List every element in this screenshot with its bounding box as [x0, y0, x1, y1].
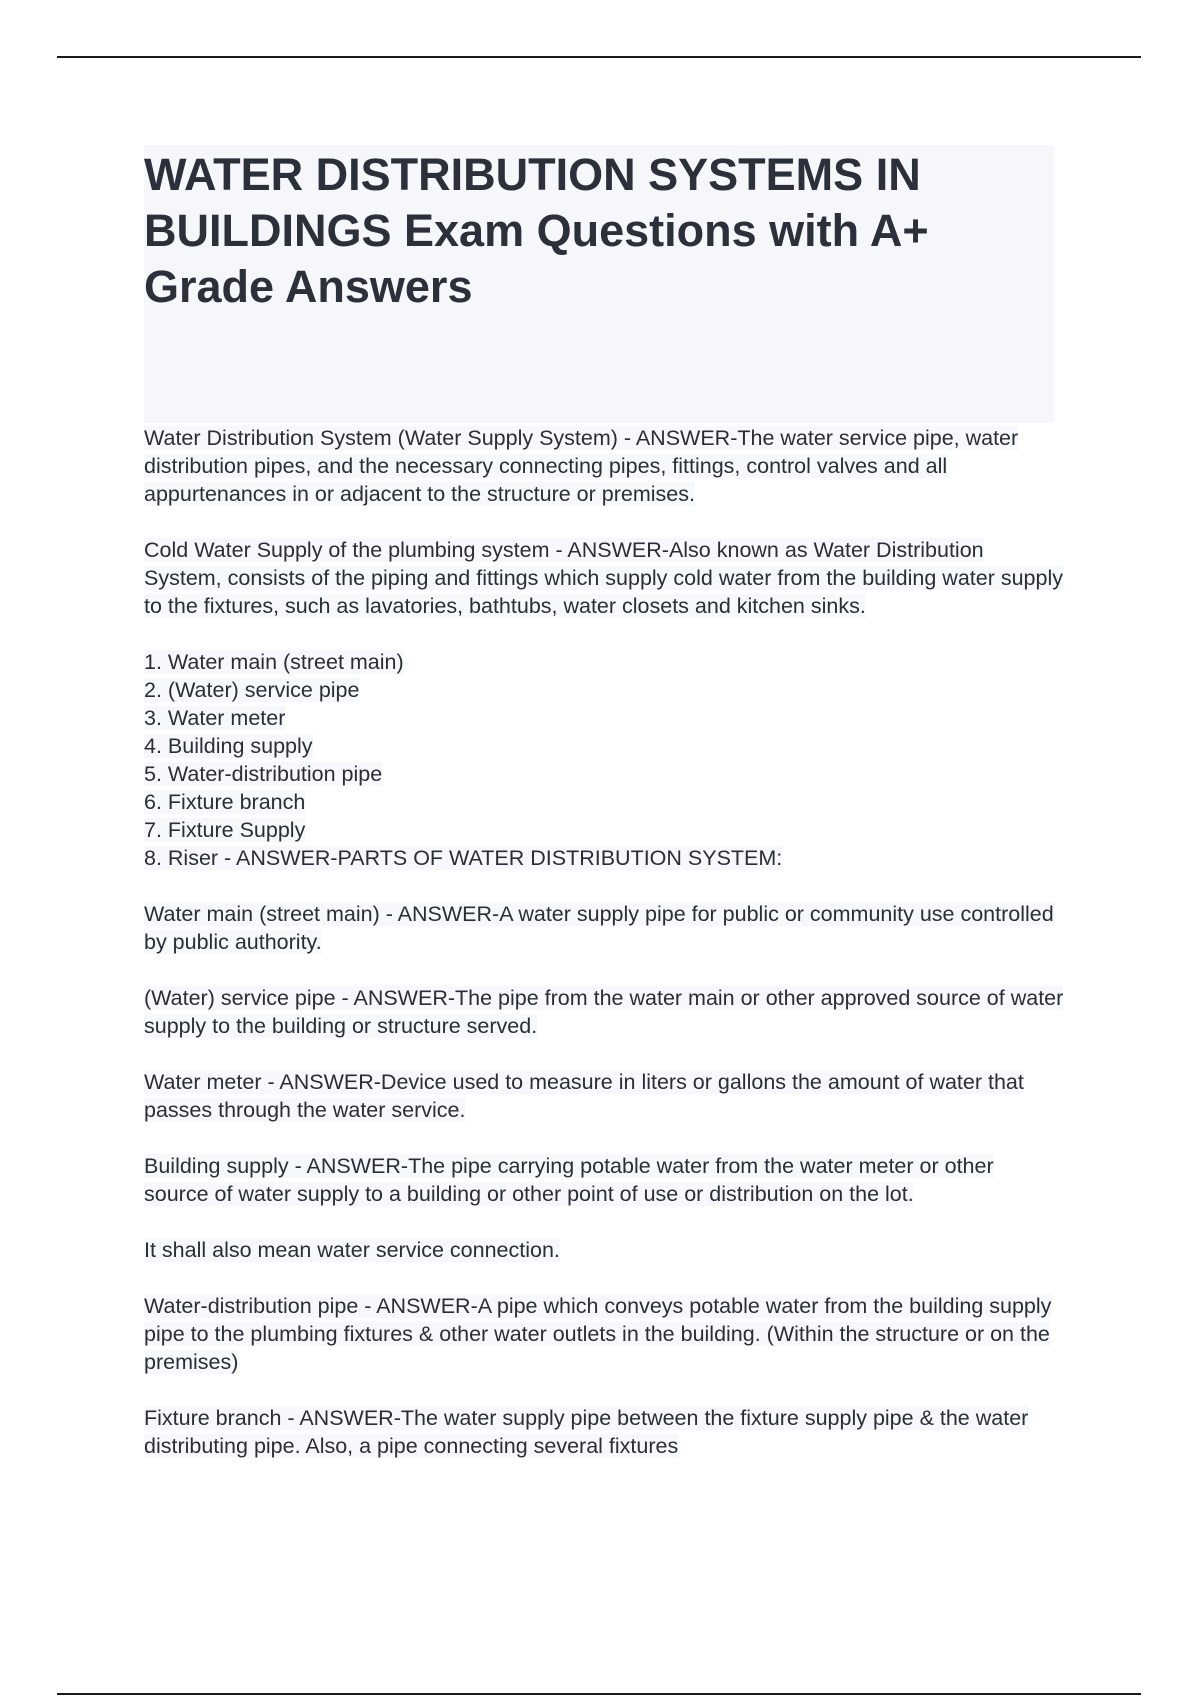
document-body	[144, 424, 1064, 1488]
list-item-text: 7. Fixture Supply	[144, 818, 306, 842]
qa-paragraph	[144, 1404, 1064, 1460]
list-item	[144, 676, 1064, 704]
list-item-text: 2. (Water) service pipe	[144, 678, 360, 702]
qa-text: It shall also mean water service connection.	[144, 1238, 560, 1262]
qa-text: Water Distribution System (Water Supply System) - ANSWER-The water service pipe, water distribution pipes, and the necessary connecting pipes, fittings, control valves and all appurtenances in or adjacent to the structure or premises.	[144, 426, 1019, 506]
list-item-text: 5. Water-distribution pipe	[144, 762, 383, 786]
list-item-text: 4. Building supply	[144, 734, 313, 758]
qa-paragraph	[144, 1068, 1064, 1124]
list-item	[144, 816, 1064, 844]
qa-text: Water-distribution pipe - ANSWER-A pipe which conveys potable water from the building supply pipe to the plumbing fixtures & other water outlets in the building. (Within the structure or on the premises)	[144, 1294, 1052, 1374]
parts-list	[144, 648, 1064, 872]
title-block	[144, 145, 1054, 423]
list-item	[144, 648, 1064, 676]
qa-text: Water main (street main) - ANSWER-A water supply pipe for public or community use controlled by public authority.	[144, 902, 1054, 954]
list-item-text: 6. Fixture branch	[144, 790, 306, 814]
list-item-text: 8. Riser - ANSWER-PARTS OF WATER DISTRIBUTION SYSTEM:	[144, 846, 783, 870]
qa-text: (Water) service pipe - ANSWER-The pipe from the water main or other approved source of water supply to the building or structure served.	[144, 986, 1064, 1038]
qa-paragraph	[144, 1292, 1064, 1376]
qa-paragraph	[144, 984, 1064, 1040]
qa-paragraph	[144, 900, 1064, 956]
list-item	[144, 844, 1064, 872]
qa-text: Water meter - ANSWER-Device used to measure in liters or gallons the amount of water that passes through the water service.	[144, 1070, 1024, 1122]
bottom-rule	[57, 1693, 1141, 1695]
list-item-text: 3. Water meter	[144, 706, 286, 730]
list-item	[144, 704, 1064, 732]
qa-paragraph	[144, 1236, 1064, 1264]
qa-text: Cold Water Supply of the plumbing system - ANSWER-Also known as Water Distribution System, consists of the piping and fittings which supply cold water from the building water supply to the fixtures, such as lavatories, bathtubs, water closets and kitchen sinks.	[144, 538, 1063, 618]
list-item-text: 1. Water main (street main)	[144, 650, 404, 674]
qa-paragraph	[144, 424, 1064, 508]
qa-paragraph	[144, 1152, 1064, 1208]
top-rule	[57, 56, 1141, 58]
list-item	[144, 732, 1064, 760]
qa-paragraph	[144, 536, 1064, 620]
list-item	[144, 760, 1064, 788]
qa-text: Fixture branch - ANSWER-The water supply pipe between the fixture supply pipe & the water distributing pipe. Also, a pipe connecting several fixtures	[144, 1406, 1029, 1458]
qa-text: Building supply - ANSWER-The pipe carrying potable water from the water meter or other source of water supply to a building or other point of use or distribution on the lot.	[144, 1154, 994, 1206]
document-title: WATER DISTRIBUTION SYSTEMS IN BUILDINGS Exam Questions with A+ Grade Answers	[144, 149, 929, 312]
list-item	[144, 788, 1064, 816]
